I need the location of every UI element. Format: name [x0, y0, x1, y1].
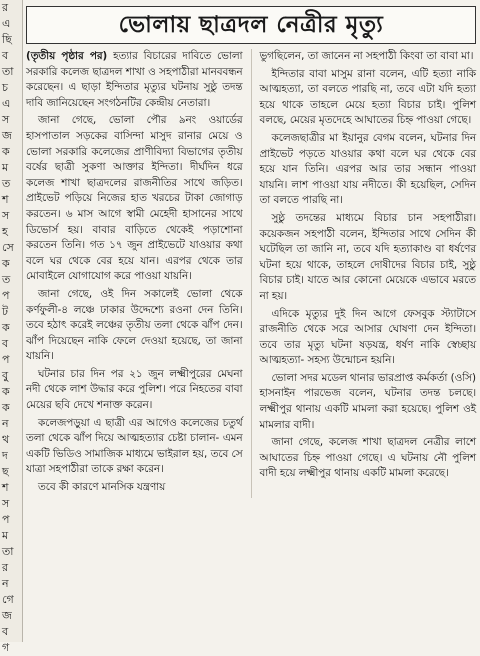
adjacent-column-line: শ — [2, 481, 9, 494]
adjacent-column-line: প — [2, 353, 10, 366]
adjacent-column-line: ম — [2, 161, 9, 174]
adjacent-column-line: ক — [2, 321, 10, 334]
paragraph: ভোলা সদর মডেল থানার ভারপ্রাপ্ত কর্মকর্তা (ওসি) হাসনাইন পারভেজ বলেন, ঘটনার তদন্ত চলছে। লক্ষ্মীপুর থানায় একটি মামলা করা হয়েছে। পুলিশ ওই মামলার বাদী। — [259, 371, 477, 431]
article-body — [26, 49, 476, 498]
paragraph: তবে কী কারণে মানসিক যন্ত্রণায় — [38, 481, 166, 494]
adjacent-column-line: ক — [2, 385, 10, 398]
adjacent-column-line: ক — [2, 257, 10, 270]
adjacent-column-line: ব — [2, 337, 9, 350]
adjacent-column-line: শ — [2, 193, 9, 206]
adjacent-column-line: ছ — [2, 465, 9, 478]
paragraph: (তৃতীয় পৃষ্ঠার পর) হত্যার বিচারের দাবিতে ভোলা সরকারি কলেজ ছাত্রদল শাখা ও সহপাঠীরা মানববন্ধন করেছেন। এ ছাড়া ইন্দিতার মৃত্যুর ঘটনায় সুষ্ঠু তদন্ত দাবি জানিয়েছেন সংগঠনটির কেন্দ্রীয় নেতারা। — [26, 50, 243, 109]
adjacent-column-line: তা — [2, 545, 14, 558]
paragraph: ঘটনার চার দিন পর ২১ জুন লক্ষ্মীপুরের মেঘনা নদী থেকে লাশ উদ্ধার করে পুলিশ। পরে নিহতের বাবা মেয়ের ছবি দেখে শনাক্ত করেন। — [26, 367, 243, 412]
paragraph: ভুগছিলেন, তা জানেন না সহপাঠী কিংবা তা বাবা মা। — [259, 50, 474, 62]
paragraph: ইন্দিতার বাবা মাসুম রানা বলেন, এটি হত্যা নাকি আত্মহত্যা, তা বলতে পারছি না, তবে এটা যদি হত্যা হয়ে থাকে তাহলে মেয়ে হত্যা বিচার চাই। পুলিশ বলছে, মেয়ের মৃতদেহে আঘাতের চিহ্ন পাওয়া গেছে। — [259, 67, 477, 127]
adjacent-column-line: ছি — [2, 33, 12, 46]
adjacent-column-line: গ — [2, 641, 10, 654]
adjacent-column-line: স — [2, 209, 10, 222]
adjacent-column-line: ত — [2, 273, 11, 286]
paragraph: কলেজপড়ুয়া এ ছাত্রী এর আগেও কলেজের চতুর্থ তলা থেকে ঝাঁপ দিয়ে আত্মহত্যার চেষ্টা চালান- এমন একটি ভিডিও সামাজিক মাধ্যমে ভাইরাল হয়, তবে সে যাত্রা সহপাঠীরা তাকে রক্ষা করেন। — [26, 416, 243, 476]
adjacent-column-line: বু — [2, 369, 9, 382]
adjacent-column-line: প — [2, 289, 10, 302]
adjacent-column-line: ত — [2, 177, 11, 190]
adjacent-column-line: ব — [2, 625, 9, 638]
adjacent-column-line: প — [2, 513, 10, 526]
adjacent-column-line: এ — [2, 17, 11, 30]
article-column-1 — [26, 49, 243, 498]
article-headline: ভোলায় ছাত্রদল নেত্রীর মৃত্যু — [26, 6, 476, 44]
adjacent-column-line: এ — [2, 97, 11, 110]
adjacent-column-line: র — [2, 561, 9, 574]
paragraph: জানা গেছে, কলেজ শাখা ছাত্রদল নেত্রীর লাশে আঘাতের চিহ্ন পাওয়া গেছে। এ ঘটনায় নৌ পুলিশ বাদী হয়ে লক্ষ্মীপুর থানায় একটি মামলা করেছে। — [259, 436, 477, 480]
adjacent-column-lines — [0, 0, 22, 656]
adjacent-column-line: চ — [2, 81, 8, 94]
adjacent-column-line: ব — [2, 49, 9, 62]
adjacent-column-line: জ — [2, 609, 12, 622]
adjacent-column-line: গে — [2, 593, 14, 606]
paragraph: কলেজছাত্রীর মা ইয়ানুর বেগম বলেন, ঘটনার দিন প্রাইভেট পড়তে যাওয়ার কথা বলে ঘর থেকে বের হয়ে যান তিনি। এরপর আর তার সন্ধান পাওয়া যায়নি। লাশ পাওয়া যায় নদীতে। কী হয়েছিল, সেদিন তা বলতে পারছি না। — [259, 131, 477, 207]
adjacent-column-line: ক — [2, 145, 10, 158]
adjacent-column-line: ন — [2, 417, 9, 430]
adjacent-column-line: সে — [2, 241, 14, 254]
adjacent-column-line: ম — [2, 529, 9, 542]
adjacent-column-fragment — [0, 0, 23, 654]
column-divider — [251, 49, 252, 498]
adjacent-column-line: তা — [2, 65, 14, 78]
paragraph: জানা গেছে, ওই দিন সকালেই ভোলা থেকে কর্ণফুলী-৪ লঞ্চে ঢাকার উদ্দেশ্যে রওনা দেন তিনি। তবে হঠাৎ করেই লঞ্চের তৃতীয় তলা থেকে ঝাঁপ দেন। ঝাঁপ দিয়েছেন নাকি ফেলে দেওয়া হয়েছে, তা জানা যায়নি। — [26, 287, 243, 363]
article-column-2 — [260, 49, 477, 498]
adjacent-column-line: ন — [2, 577, 9, 590]
adjacent-column-line: স — [2, 113, 10, 126]
paragraph: জানা গেছে, ভোলা পৌর ৯নং ওয়ার্ডের হাসপাতাল সড়কের বাসিন্দা মাসুদ রানার মেয়ে ও ভোলা সরকারি কলেজের প্রাণীবিদ্যা বিভাগের তৃতীয় বর্ষের ছাত্রী সুকণা আক্তার ইন্দিতা। দীর্ঘদিন ধরে কলেজ শাখা ছাত্রদলের রাজনীতির সাথে জড়িত। প্রাইভেট পড়িয়ে নিজের হাত খরচের টাকা জোগাড় করতেন। ৬ মাস আগে স্বামী মেহেদী হাসানের সাথে ডিভোর্স হয়। বাবার বাড়িতে থেকেই পড়াশোনা করতেন তিনি। গত ১৭ জুন প্রাইভেটে যাওয়ার কথা বলে ঘর থেকে বের হয়ে যান। এরপর থেকে তার মোবাইলে যোগাযোগ করে পাওয়া যায়নি। — [26, 114, 243, 283]
adjacent-column-line: দ — [2, 449, 8, 462]
adjacent-column-line: ক — [2, 401, 10, 414]
adjacent-column-line: ট — [2, 305, 8, 318]
paragraph: এদিকে মৃত্যুর দুই দিন আগে ফেসবুক স্ট্যাটাসে রাজনীতি থেকে সরে আসার ঘোষণা দেন ইন্দিতা। তবে তার মৃত্যু ঘটনা ষড়যন্ত্র, ধর্ষণ নাকি স্বেচ্ছায় আত্মহত্যা- সহস্য উন্মোচন হয়নি। — [259, 307, 477, 367]
adjacent-column-line: স — [2, 497, 10, 510]
adjacent-column-line: থ — [2, 433, 10, 446]
jump-label: (তৃতীয় পৃষ্ঠার পর) — [26, 50, 108, 62]
news-article — [26, 0, 476, 642]
adjacent-column-line: হ — [2, 225, 8, 238]
paragraph: সুষ্ঠু তদন্তের মাধ্যমে বিচার চান সহপাঠীরা। কয়েকজন সহপাঠী বলেন, ইন্দিতার সাথে সেদিন কী ঘটেছিল তা জানি না, তবে যদি হত্যাকাণ্ড বা ধর্ষণের ঘটনা হয়ে থাকে, তাহলে দোষীদের বিচার চাই, সুষ্ঠু বিচার চাই। যাতে আর কোনো মেয়েকে এভাবে মরতে না হয়। — [259, 211, 477, 302]
adjacent-column-line: র — [2, 1, 9, 14]
adjacent-column-line: জ — [2, 129, 12, 142]
